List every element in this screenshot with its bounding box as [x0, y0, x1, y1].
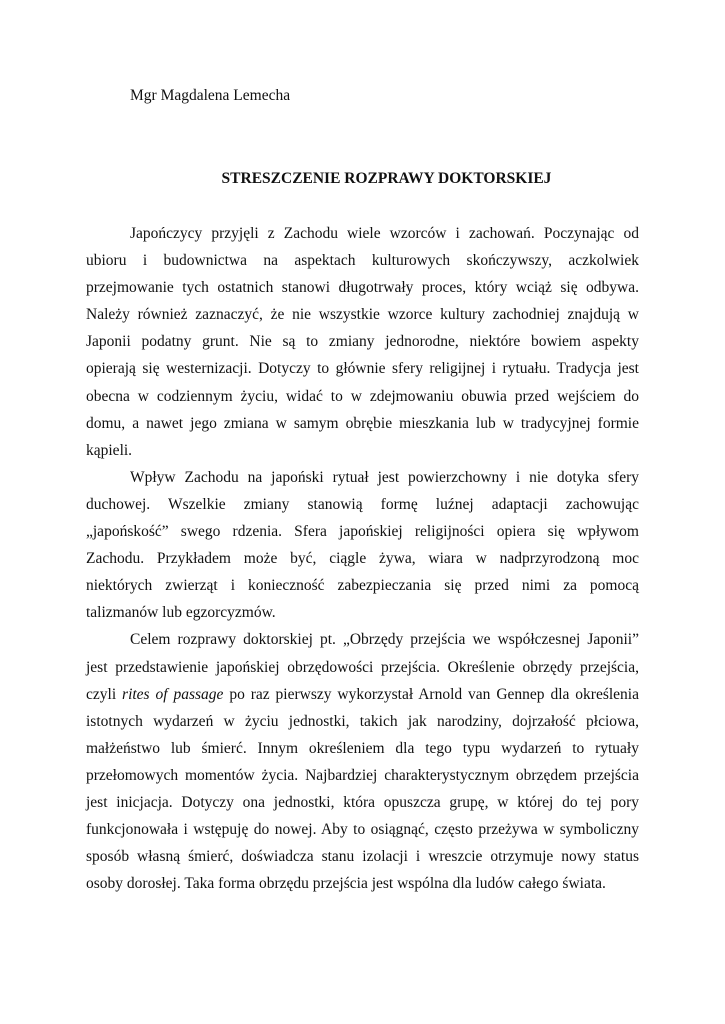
text-line: Należy również zaznaczyć, że nie wszystkie wzorce kultury zachodniej znajdują w [86, 306, 639, 324]
text-line: domu, a nawet jego zmiana w samym obrębie mieszkania lub w tradycyjnej formie [86, 414, 639, 432]
text-line: ubioru i budownictwa na aspektach kulturowych skończywszy, aczkolwiek [86, 252, 639, 270]
body-paragraph [86, 220, 639, 464]
text-line: duchowej. Wszelkie zmiany stanowią formę luźnej adaptacji zachowując [86, 495, 639, 513]
text-line: czyli rites of passage po raz pierwszy wykorzystał Arnold van Gennep dla określenia [86, 685, 639, 703]
text-line: kąpieli. [86, 441, 133, 459]
text-line: talizmanów lub egzorcyzmów. [86, 604, 276, 622]
text-line: osoby dorosłej. Taka forma obrzędu przejścia jest wspólna dla ludów całego świata. [86, 875, 606, 893]
text-line: jest inicjacja. Dotyczy ona jednostki, która opuszcza grupę, w której do tej pory [86, 793, 639, 811]
text-line: Japończycy przyjęli z Zachodu wiele wzorców i zachowań. Poczynając od [130, 225, 639, 242]
text-line: Zachodu. Przykładem może być, ciągle żywa, wiara w nadprzyrodzoną moc [86, 550, 639, 568]
text-line: przełomowych momentów życia. Najbardziej charakterystycznym obrzędem przejścia [86, 766, 639, 784]
text-line: sposób własną śmierć, doświadcza stanu izolacji i wreszcie otrzymuje nowy status [86, 848, 639, 866]
body-paragraph [86, 626, 639, 897]
body-paragraph [86, 464, 639, 627]
italic-term: rites of passage [122, 685, 224, 703]
text-line: „japońskość” swego rdzenia. Sfera japońskiej religijności opiera się wpływom [86, 523, 639, 541]
text-line: przejmowanie tych ostatnich stanowi długotrwały proces, który wciąż się odbywa. [86, 279, 639, 297]
text-line: opierają się westernizacji. Dotyczy to głównie sfery religijnej i rytuału. Tradycja jest [86, 360, 639, 378]
text-line: obecna w codziennym życiu, widać to w zdejmowaniu obuwia przed wejściem do [86, 387, 639, 405]
text-line: funkcjonowała i wstępuję do nowej. Aby to osiągnąć, często przeżywa w symboliczny [86, 821, 639, 839]
text-line: jest przedstawienie japońskiej obrzędowości przejścia. Określenie obrzędy przejścia, [86, 658, 639, 676]
document-body [86, 220, 639, 897]
text-line: Wpływ Zachodu na japoński rytuał jest powierzchowny i nie dotyka sfery [130, 468, 639, 486]
text-line: niektórych zwierząt i konieczność zabezpieczania się przed nimi za pomocą [86, 577, 639, 595]
document-title: STRESZCZENIE ROZPRAWY DOKTORSKIEJ [221, 170, 552, 187]
text-line: Japonii podatny grunt. Nie są to zmiany jednorodne, niektóre bowiem aspekty [86, 333, 639, 351]
text-line: Celem rozprawy doktorskiej pt. „Obrzędy przejścia we współczesnej Japonii” [130, 631, 639, 649]
text-line: małżeństwo lub śmierć. Innym określeniem dla tego typu wydarzeń to rytuały [86, 739, 639, 757]
text-line: istotnych wydarzeń w życiu jednostki, takich jak narodziny, dojrzałość płciowa, [86, 712, 639, 730]
author-name: Mgr Magdalena Lemecha [130, 87, 291, 104]
